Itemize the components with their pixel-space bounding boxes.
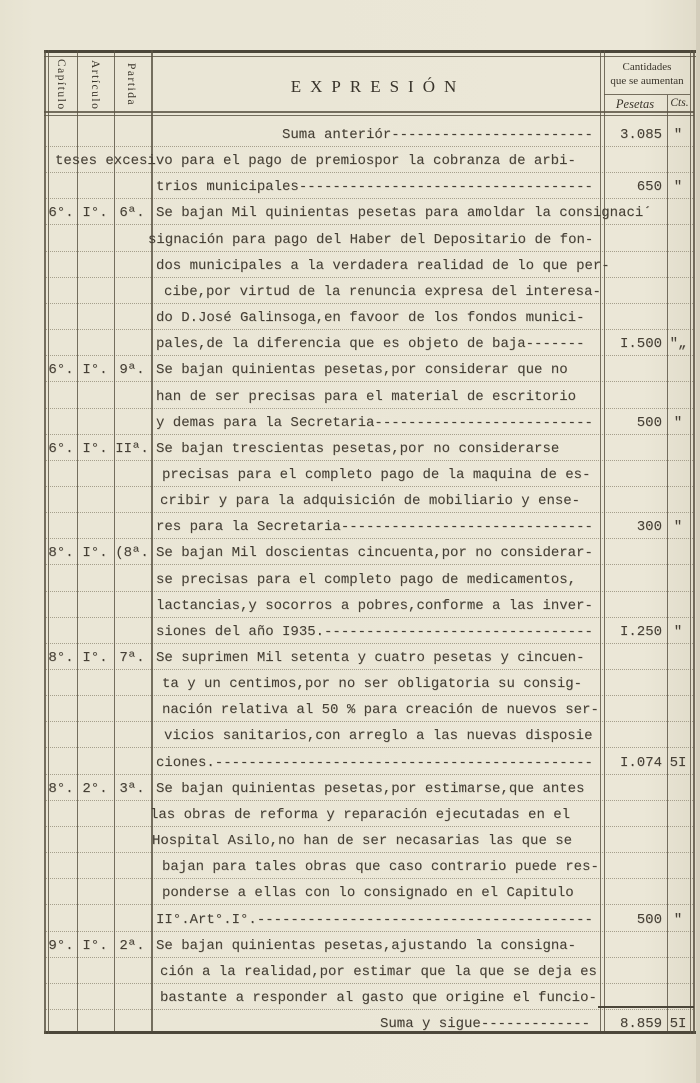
row-capitulo: 6°. [48,441,74,457]
amounts-header [603,61,691,88]
ruled-line [46,198,693,199]
row-text: Se suprimen Mil setenta y cuatro pesetas y cincuen- [156,650,585,666]
table-row [0,909,700,931]
ruled-line [46,904,693,905]
column-header-partida: Partida [125,63,137,107]
ruled-line [46,643,693,644]
row-capitulo: 6°. [48,362,74,378]
table-row [0,124,700,146]
table-row [0,1013,700,1035]
row-articulo: I°. [82,650,108,666]
row-articulo: I°. [82,205,108,221]
column-header-capitulo: Capítulo [55,59,67,111]
grid-line [44,50,696,53]
row-text: han de ser precisas para el material de escritorio [156,389,577,405]
row-text: bajan para tales obras que caso contrario puede res- [162,859,599,875]
table-row [0,856,700,878]
amount-pesetas: 300 [636,519,662,535]
row-partida: 2ª. [119,938,145,954]
table-row [0,987,700,1009]
ruled-line [46,512,693,513]
row-text: Se bajan quinientas pesetas,por considerar que no [156,362,568,378]
ruled-line [46,303,693,304]
amount-cts: " [673,624,683,640]
ruled-line [46,564,693,565]
amount-pesetas: 8.859 [619,1016,662,1032]
row-text: ponderse a ellas con lo consignado en el Capitulo [162,885,574,901]
row-text: nación relativa al 50 % para creación de nuevos ser- [162,702,599,718]
amount-cts: " [673,179,683,195]
ruled-line [46,617,693,618]
amount-cts: " [673,519,683,535]
row-text: vicios sanitarios,con arreglo a las nuevas disposie [164,728,593,744]
ruled-line [46,669,693,670]
ruled-line [46,983,693,984]
row-text: do D.José Galinsoga,en favoor de los fondos munici- [156,310,585,326]
row-text: II°.Art°.I°.---------------------------------------- [156,912,593,928]
ruled-line [46,591,693,592]
row-capitulo: 9°. [48,938,74,954]
row-capitulo: 8°. [48,545,74,561]
amount-pesetas: 650 [636,179,662,195]
amount-pesetas: I.250 [619,624,662,640]
table-row [0,229,700,251]
grid-line [44,56,696,57]
ruled-line [46,329,693,330]
row-text: pales,de la diferencia que es objeto de baja------- [156,336,585,352]
table-row [0,752,700,774]
table-row [0,202,700,224]
amount-cts: "„ [669,336,687,352]
column-header-cts: Cts. [670,97,689,109]
ruled-line [46,460,693,461]
ruled-line [46,277,693,278]
table-row [0,359,700,381]
amount-cts: 5I [669,755,687,771]
row-text: ciones.--------------------------------------------- [156,755,593,771]
row-text: teses excesivo para el pago de premiospor la cobranza de arbi- [55,153,576,169]
table-row [0,595,700,617]
row-text: siones del año I935.-------------------------------- [156,624,593,640]
row-partida: 3ª. [119,781,145,797]
row-text: trios municipales----------------------------------- [156,179,593,195]
ruled-line [46,146,693,147]
grid-line [44,115,694,116]
table-row [0,386,700,408]
table-row [0,647,700,669]
row-text: Se bajan trescientas pesetas,por no considerarse [156,441,560,457]
grid-line [44,111,694,113]
row-capitulo: 8°. [48,781,74,797]
table-row [0,882,700,904]
table-row [0,412,700,434]
table-row [0,961,700,983]
table-row [0,542,700,564]
row-partida: (8ª. [115,545,149,561]
table-row [0,281,700,303]
ruled-line [46,355,693,356]
ruled-line [46,852,693,853]
ruled-line [46,538,693,539]
row-text: cribir y para la adquisición de mobiliario y ense- [160,493,581,509]
row-partida: 9ª. [119,362,145,378]
row-text: signación para pago del Haber del Depositario de fon- [148,232,594,248]
ruled-line [46,486,693,487]
row-articulo: 2°. [82,781,108,797]
ruled-line [46,800,693,801]
amount-pesetas: I.074 [619,755,662,771]
row-text: y demas para la Secretaria-------------------------- [156,415,593,431]
row-text: Suma y sigue------------- [380,1016,591,1032]
amount-pesetas: I.500 [619,336,662,352]
amounts-header-line1: Cantidades [622,61,672,73]
grid-line [604,94,690,95]
amount-cts: 5I [669,1016,687,1032]
row-text: Se bajan quinientas pesetas,por estimarse,que antes [156,781,585,797]
row-text: Se bajan Mil quinientas pesetas para amoldar la consignaci´ [156,205,652,221]
row-text: dos municipales a la verdadera realidad de lo que per- [156,258,610,274]
row-capitulo: 8°. [48,650,74,666]
ruled-line [46,224,693,225]
table-row [0,438,700,460]
row-text: cibe,por virtud de la renuncia expresa del interesa- [164,284,601,300]
row-articulo: I°. [82,362,108,378]
table-row [0,725,700,747]
row-text: ta y un centimos,por no ser obligatoria su consig- [162,676,583,692]
table-row [0,621,700,643]
table-row [0,464,700,486]
row-text: Suma anteriór------------------------ [282,127,593,143]
amount-pesetas: 3.085 [619,127,662,143]
table-row [0,333,700,355]
row-text: Se bajan quinientas pesetas,ajustando la consigna- [156,938,577,954]
row-text: ción a la realidad,por estimar que la que se deja es [160,964,597,980]
amount-cts: " [673,912,683,928]
table-row [0,255,700,277]
table-row [0,935,700,957]
ruled-line [46,774,693,775]
row-partida: 7ª. [119,650,145,666]
table-row [0,830,700,852]
amount-cts: " [673,415,683,431]
table-row [0,490,700,512]
ruled-line [46,381,693,382]
table-row [0,176,700,198]
column-header-pesetas: Pesetas [615,97,655,111]
table-row [0,569,700,591]
ruled-line [46,695,693,696]
column-header-articulo: Artículo [89,59,101,111]
amount-pesetas: 500 [636,912,662,928]
row-partida: 6ª. [119,205,145,221]
ruled-line [46,408,693,409]
ruled-line [46,826,693,827]
ruled-line [46,878,693,879]
table-row [0,673,700,695]
row-text: Se bajan Mil doscientas cincuenta,por no considerar- [156,545,593,561]
ruled-line [46,434,693,435]
column-header-expresion: EXPRESIÓN [290,77,466,96]
row-articulo: I°. [82,441,108,457]
row-text: las obras de reforma y reparación ejecutadas en el [150,807,571,823]
ruled-line [46,747,693,748]
row-capitulo: 6°. [48,205,74,221]
ruled-line [46,931,693,932]
row-text: lactancias,y socorros a pobres,conforme a las inver- [156,598,593,614]
ruled-line [46,172,693,173]
row-text: bastante a responder al gasto que origine el funcio- [160,990,597,1006]
row-text: se precisas para el completo pago de medicamentos, [156,572,577,588]
amount-cts: " [673,127,683,143]
ruled-line [46,251,693,252]
table-row [0,699,700,721]
row-text: precisas para el completo pago de la maquina de es- [162,467,591,483]
row-articulo: I°. [82,938,108,954]
ruled-line [46,1009,693,1010]
amounts-header-line2: que se aumentan [610,74,684,87]
table-row [0,516,700,538]
ruled-line [46,957,693,958]
row-articulo: I°. [82,545,108,561]
table-row [0,150,700,172]
row-text: res para la Secretaria------------------------------ [156,519,593,535]
table-row [0,307,700,329]
table-row [0,804,700,826]
row-text: Hospital Asilo,no han de ser necasarias las que se [152,833,573,849]
row-partida: IIª. [115,441,149,457]
ruled-line [46,721,693,722]
amount-pesetas: 500 [636,415,662,431]
table-row [0,778,700,800]
